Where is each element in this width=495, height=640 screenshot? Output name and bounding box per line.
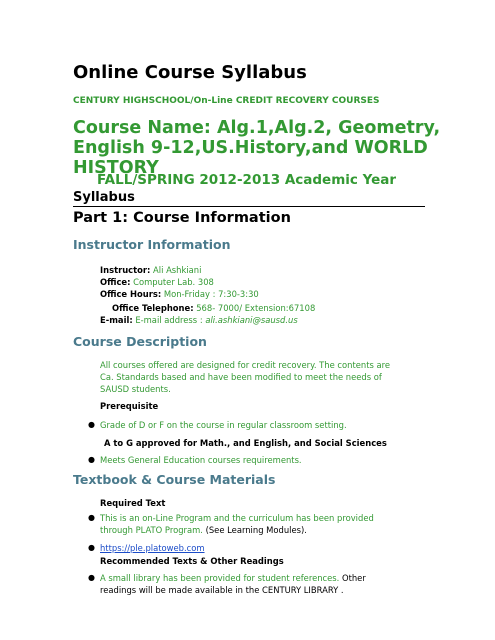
office-value: Computer Lab. 308 (130, 277, 214, 287)
bullet-icon: ● (88, 513, 95, 522)
course-line-3: HISTORY (73, 158, 159, 178)
instructor-label: Instructor: (100, 265, 151, 275)
plato-link[interactable]: https://ple.platoweb.com (100, 543, 205, 553)
instructor-block (100, 264, 430, 300)
office-label: Office: (100, 277, 131, 287)
bullet-icon: ● (88, 455, 95, 464)
course-line-1: Course Name: Alg.1,Alg.2, Geometry, (73, 118, 441, 138)
list-item-text: A small library has been provided for student references. (100, 573, 340, 583)
bullet-icon: ● (88, 420, 95, 429)
required-text-heading: Required Text (100, 498, 166, 508)
recommended-list (86, 572, 426, 596)
list-item-text: readings will be made available in the CENTURY LIBRARY . (100, 585, 344, 595)
syllabus-label: Syllabus (73, 190, 425, 207)
materials-heading: Textbook & Course Materials (73, 472, 276, 487)
email-value[interactable]: ali.ashkiani@sausd.us (205, 315, 298, 325)
phone-label: Office Telephone: (112, 303, 194, 313)
hours-value: Mon-Friday : 7:30-3:30 (161, 289, 259, 299)
email-row (100, 314, 298, 326)
list-item-text: This is an on-Line Program and the curriculum has been provided (100, 513, 374, 523)
phone-row (112, 302, 315, 314)
office-row (100, 276, 430, 288)
description-line: Ca. Standards based and have been modified to meet the needs of (100, 372, 382, 382)
phone-value: 568- 7000/ Extension:67108 (193, 303, 316, 313)
description-line: All courses offered are designed for credit recovery. The contents are (100, 360, 391, 370)
list-item (86, 572, 426, 596)
list-item-text: (See Learning Modules). (202, 525, 307, 535)
prerequisite-list (86, 419, 426, 431)
course-name (73, 118, 473, 178)
list-item (86, 454, 426, 466)
bullet-icon: ● (88, 543, 95, 552)
a-to-g-heading: A to G approved for Math., and English, and Social Sciences (104, 438, 387, 448)
list-item (86, 419, 426, 431)
list-item (86, 512, 426, 536)
course-description-text (100, 359, 430, 395)
hours-row (100, 288, 430, 300)
email-prefix: E-mail address : (132, 315, 206, 325)
recommended-heading: Recommended Texts & Other Readings (100, 556, 284, 566)
list-item-text: Meets General Education courses requirements. (100, 455, 302, 465)
course-line-2: English 9-12,US.History,and WORLD (73, 138, 428, 158)
instructor-heading: Instructor Information (73, 237, 231, 252)
part-1-heading: Part 1: Course Information (73, 210, 291, 226)
description-line: SAUSD students. (100, 384, 171, 394)
list-item-text: Grade of D or F on the course in regular classroom setting. (100, 420, 347, 430)
email-label: E-mail: (100, 315, 133, 325)
prerequisite-heading: Prerequisite (100, 401, 159, 411)
a-to-g-list (86, 454, 426, 466)
hours-label: Office Hours: (100, 289, 162, 299)
school-line: CENTURY HIGHSCHOOL/On-Line CREDIT RECOVERY COURSES (73, 96, 380, 106)
bullet-icon: ● (88, 573, 95, 582)
list-item-text: Other (339, 573, 366, 583)
instructor-row (100, 264, 430, 276)
list-item (86, 542, 426, 554)
page-title: Online Course Syllabus (73, 62, 307, 83)
course-description-heading: Course Description (73, 334, 207, 349)
list-item-text: through PLATO Program. (100, 525, 203, 535)
instructor-name: Ali Ashkiani (150, 265, 202, 275)
required-text-list (86, 512, 426, 554)
academic-term: FALL/SPRING 2012-2013 Academic Year (97, 172, 397, 188)
